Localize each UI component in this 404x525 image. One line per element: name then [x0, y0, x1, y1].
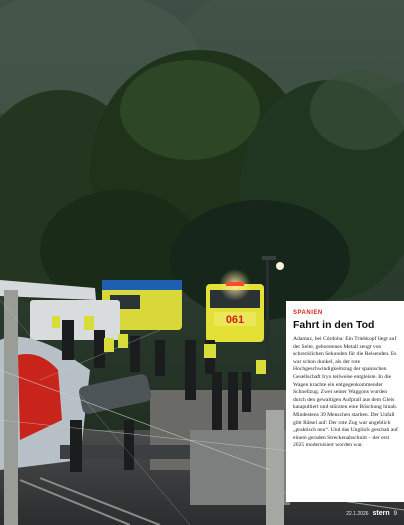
article-headline: Fahrt in den Tod: [293, 319, 375, 331]
issue-date: 22.1.2026: [346, 510, 369, 517]
page-footer: [286, 502, 404, 525]
light-pole: [266, 258, 269, 378]
article-kicker: SPANIEN: [293, 310, 323, 316]
magazine-logo: stern: [372, 510, 390, 517]
ambulance-number: 061: [225, 314, 245, 326]
caption-box: [286, 301, 404, 502]
catenary-post: [4, 290, 18, 525]
article-body: Adamuz, bei Córdoba: Ein Triebkopf liegt auf der Seite, geborstenes Metall zeugt von schrecklichen Sekunden für die Reisenden. Es war schon dunkel, als der rote Hochgeschwindigkeitszug der spanischen Gesellschaft Iryo teilweise entgleiste. In die Wagen krachte ein entgegenkommender Schnellzug. Zwei seiner Waggons wurden durch den gewaltigen Aufprall aus dem Gleis katapultiert und stürzten eine Böschung hinab. Mindestens 39 Menschen starben. Der Unfall gibt Rätsel auf: Der rote Zug war angeblich „praktisch neu“. Und das Unglück geschah auf einem geraden Streckenabschnitt – der erst 2025 modernisiert worden war.: [293, 336, 398, 449]
page-number: 9: [393, 510, 397, 517]
